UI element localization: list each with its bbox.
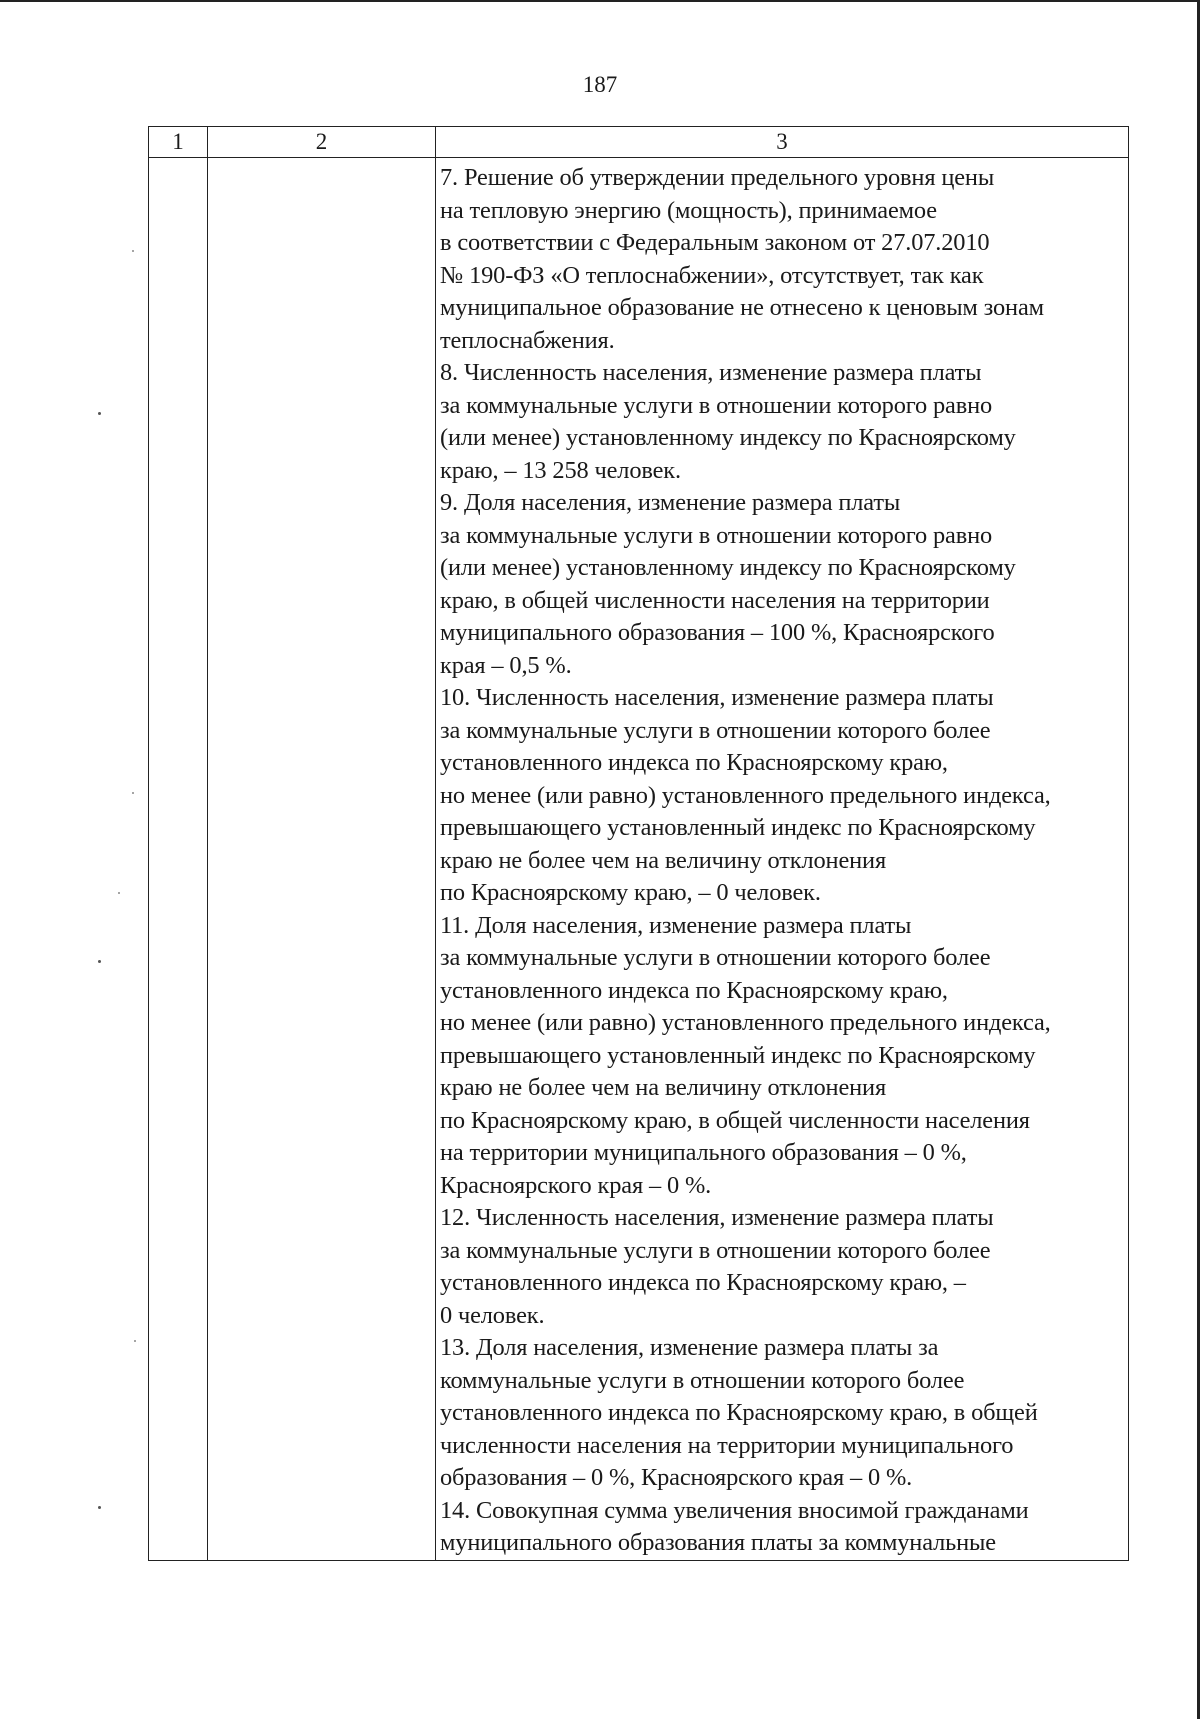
text-line: по Красноярскому краю, в общей численности населения: [440, 1106, 1030, 1134]
text-line: 13. Доля населения, изменение размера платы за: [440, 1334, 939, 1361]
column-header-3: 3: [436, 127, 1129, 158]
text-line: муниципального образования платы за коммунальные: [440, 1529, 996, 1556]
table-row: [149, 158, 1129, 1561]
cell-column-2: [208, 158, 436, 1561]
scan-speck: [118, 892, 120, 894]
text-line: 0 человек.: [440, 1301, 545, 1329]
text-line: 9. Доля населения, изменение размера платы: [440, 489, 901, 516]
text-line: 8. Численность населения, изменение размера платы: [440, 359, 982, 386]
text-line: за коммунальные услуги в отношении которого равно: [440, 521, 993, 549]
text-line: в соответствии с Федеральным законом от 27.07.2010: [440, 229, 990, 256]
text-line: муниципального образования – 100 %, Красноярского: [440, 619, 995, 646]
text-line: установленного индекса по Красноярскому краю, –: [440, 1269, 966, 1296]
text-line: за коммунальные услуги в отношении которого равно: [440, 391, 993, 419]
text-line: краю не более чем на величину отклонения: [440, 846, 887, 874]
text-line: (или менее) установленному индексу по Красноярскому: [440, 554, 1016, 581]
scan-border-top: [0, 0, 1200, 2]
text-line: образования – 0 %, Красноярского края – 0 %.: [440, 1464, 913, 1491]
text-line: установленного индекса по Красноярскому краю,: [440, 749, 948, 776]
column-header-1: 1: [149, 127, 208, 158]
column-header-2: 2: [208, 127, 436, 158]
scan-speck: [132, 250, 134, 252]
text-line: 7. Решение об утверждении предельного уровня цены: [440, 164, 995, 191]
text-line: края – 0,5 %.: [440, 651, 572, 679]
text-line: установленного индекса по Красноярскому краю,: [440, 976, 948, 1004]
text-line: 11. Доля населения, изменение размера платы: [440, 911, 912, 939]
text-line: превышающего установленный индекс по Красноярскому: [440, 1041, 1036, 1069]
text-line: (или менее) установленному индексу по Красноярскому: [440, 424, 1016, 451]
text-line: теплоснабжения.: [440, 326, 615, 354]
text-line: 12. Численность населения, изменение размера платы: [440, 1204, 994, 1231]
text-line: 10. Численность населения, изменение размера платы: [440, 684, 994, 711]
text-line: муниципальное образование не отнесено к ценовым зонам: [440, 294, 1044, 321]
table-header-row: [149, 127, 1129, 158]
scan-speck: [98, 1506, 101, 1509]
text-line: краю не более чем на величину отклонения: [440, 1074, 887, 1101]
text-line: превышающего установленный индекс по Красноярскому: [440, 814, 1036, 841]
cell-column-3: [436, 158, 1129, 1561]
text-line: но менее (или равно) установленного предельного индекса,: [440, 781, 1051, 809]
text-line: 14. Совокупная сумма увеличения вносимой гражданами: [440, 1496, 1029, 1524]
cell-column-1: [149, 158, 208, 1561]
scan-speck: [98, 960, 101, 963]
scan-speck: [98, 412, 101, 415]
indicator-text-block: [436, 158, 1128, 1560]
text-line: краю, – 13 258 человек.: [440, 456, 681, 484]
text-line: на тепловую энергию (мощность), принимаемое: [440, 196, 937, 224]
text-line: за коммунальные услуги в отношении которого более: [440, 716, 991, 744]
text-line: но менее (или равно) установленного предельного индекса,: [440, 1009, 1051, 1036]
page-number: 187: [582, 72, 618, 97]
document-table: [148, 126, 1129, 1561]
scan-speck: [132, 792, 134, 794]
text-line: численности населения на территории муниципального: [440, 1431, 1014, 1459]
text-line: коммунальные услуги в отношении которого более: [440, 1366, 965, 1394]
text-line: на территории муниципального образования – 0 %,: [440, 1139, 967, 1166]
text-line: за коммунальные услуги в отношении которого более: [440, 944, 991, 971]
text-line: № 190-ФЗ «О теплоснабжении», отсутствует, так как: [440, 261, 984, 289]
text-line: краю, в общей численности населения на территории: [440, 586, 990, 614]
scan-speck: [134, 1340, 136, 1342]
text-line: установленного индекса по Красноярскому краю, в общей: [440, 1399, 1038, 1426]
text-line: Красноярского края – 0 %.: [440, 1171, 712, 1199]
text-line: по Красноярскому краю, – 0 человек.: [440, 879, 821, 906]
text-line: за коммунальные услуги в отношении которого более: [440, 1236, 991, 1264]
